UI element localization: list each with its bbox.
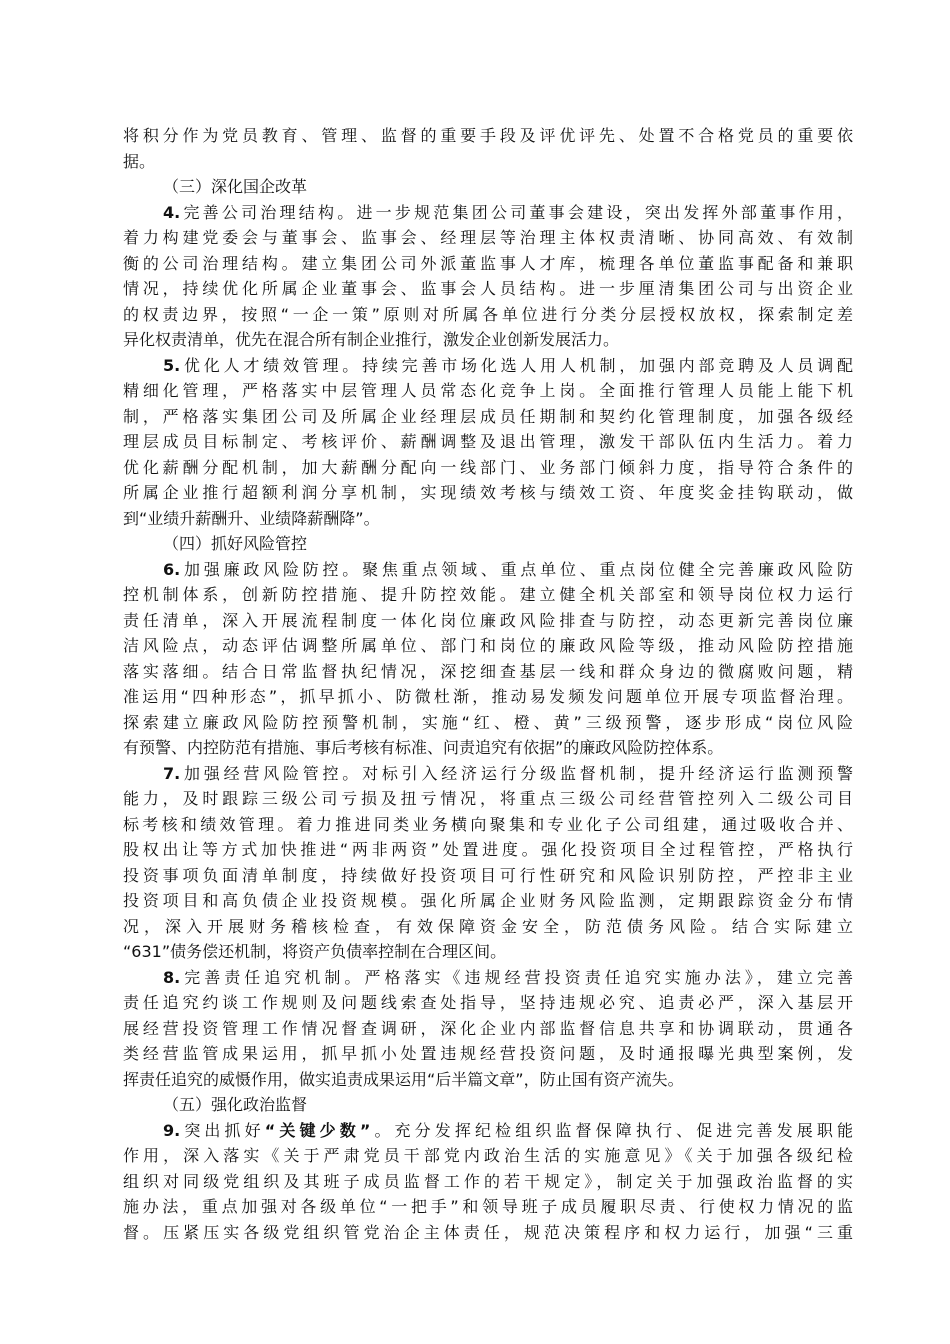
line-text: 组织对同级党组织及其班子成员监督工作的若干规定》，制定关于加强政治监督的实 <box>123 1171 853 1191</box>
text-line <box>123 1118 853 1144</box>
text-line <box>123 1220 853 1246</box>
line-text: 况，深入开展财务稽核检查，有效保障资金安全，防范债务风险。结合实际建立 <box>123 916 853 936</box>
text-line <box>123 557 853 583</box>
document-body <box>123 123 853 1245</box>
line-text: “631”债务偿还机制，将资产负债率控制在合理区间。 <box>123 942 507 961</box>
line-text: 展经营投资管理工作情况督查调研，深化企业内部监督信息共享和协调联动，贯通各 <box>123 1018 853 1038</box>
text-line <box>123 353 853 379</box>
text-line <box>123 149 853 175</box>
text-line <box>123 761 853 787</box>
text-line <box>123 225 853 251</box>
line-text: 着力构建党委会与董事会、监事会、经理层等治理主体权责清晰、协同高效、有效制 <box>123 228 853 247</box>
line-text: 突出抓好“关键少数”。充分发挥纪检组织监督保障执行、促进完善发展职能 <box>180 1120 853 1140</box>
text-line <box>123 506 853 532</box>
line-text: 洁风险点，动态评估调整所属单位、部门和岗位的廉政风险等级，推动风险防控措施 <box>123 636 853 655</box>
line-text: 准运用“四种形态”，抓早抓小、防微杜渐，推动易发频发问题单位开展专项监督治理。 <box>123 687 853 706</box>
line-text: 投资项目和高负债企业投资规模。强化所属企业财务风险监测，定期跟踪资金分布情 <box>123 891 853 910</box>
text-line <box>123 1067 853 1093</box>
line-text: 加强廉政风险防控。聚焦重点领域、重点单位、重点岗位健全完善廉政风险防 <box>180 559 853 579</box>
line-text: 作用，深入落实《关于严肃党员干部党内政治生活的实施意见》《关于加强各级纪检 <box>123 1146 853 1165</box>
line-text: 有预警、内控防范有措施、事后考核有标准、问责追究有依据”的廉政风险防控体系。 <box>123 738 724 757</box>
text-line <box>123 965 853 991</box>
line-text: 优化薪酬分配机制，加大薪酬分配向一线部门、业务部门倾斜力度，指导符合条件的 <box>123 457 853 477</box>
text-line <box>123 200 853 226</box>
text-line <box>123 378 853 404</box>
item-number: 4. <box>163 202 181 222</box>
text-line <box>123 251 853 277</box>
text-line <box>123 1041 853 1067</box>
line-text: 完善责任追究机制。严格落实《违规经营投资责任追究实施办法》，建立完善 <box>180 967 853 987</box>
line-text: （五）强化政治监督 <box>163 1095 308 1114</box>
line-text: 优化人才绩效管理。持续完善市场化选人用人机制，加强内部竞聘及人员调配 <box>180 355 853 375</box>
line-text: 的权责边界，按照“一企一策”原则对所属各单位进行分类分层授权放权，探索制定差 <box>123 304 853 324</box>
text-line <box>123 480 853 506</box>
item-number: 5. <box>163 355 181 375</box>
item-number: 9. <box>163 1120 181 1140</box>
text-line <box>123 404 853 430</box>
line-text: 到“业绩升薪酬升、业绩降薪酬降”。 <box>123 508 380 528</box>
line-text: 加强经营风险管控。对标引入经济运行分级监督机制，提升经济运行监测预警 <box>180 763 853 783</box>
text-line <box>123 710 853 736</box>
line-text: 落实落细。结合日常监督执纪情况，深挖细查基层一线和群众身边的微腐败问题，精 <box>123 661 853 681</box>
line-text: 探索建立廉政风险防控预警机制，实施“红、橙、黄”三级预警，逐步形成“岗位风险 <box>123 712 853 732</box>
line-text: 股权出让等方式加快推进“两非两资”处置进度。强化投资项目全过程管控，严格执行 <box>123 840 853 859</box>
line-text: 异化权责清单，优先在混合所有制企业推行，激发企业创新发展活力。 <box>123 330 620 349</box>
text-line <box>123 633 853 659</box>
line-text: 挥责任追究的威慑作用，做实追责成果运用“后半篇文章”，防止国有资产流失。 <box>123 1069 684 1089</box>
text-line <box>123 837 853 863</box>
text-line <box>123 123 853 149</box>
text-line <box>123 455 853 481</box>
text-line <box>123 608 853 634</box>
line-text: 完善公司治理结构。进一步规范集团公司董事会建设，突出发挥外部董事作用， <box>180 202 853 222</box>
line-text: 控机制体系，创新防控措施、提升防控效能。建立健全机关部室和领导岗位权力运行 <box>123 585 853 604</box>
text-line <box>123 786 853 812</box>
text-line <box>123 812 853 838</box>
line-text: 精细化管理，严格落实中层管理人员常态化竞争上岗。全面推行管理人员能上能下机 <box>123 381 853 400</box>
text-line <box>123 990 853 1016</box>
text-line <box>123 1016 853 1042</box>
text-line <box>123 863 853 889</box>
item-number: 8. <box>163 967 181 987</box>
line-text: 施办法，重点加强对各级单位“一把手”和领导班子成员履职尽责、行使权力情况的监 <box>123 1197 853 1216</box>
line-text: 情况，持续优化所属企业董事会、监事会人员结构。进一步厘清集团公司与出资企业 <box>123 279 853 298</box>
key-phrase: “关键少数” <box>264 1120 371 1140</box>
text-line <box>123 1092 853 1118</box>
line-text: 制，严格落实集团公司及所属企业经理层成员任期制和契约化管理制度，加强各级经 <box>123 406 853 426</box>
text-line <box>123 327 853 353</box>
text-line <box>123 302 853 328</box>
line-text: 据。 <box>123 151 156 171</box>
line-text: 能力，及时跟踪三级公司亏损及扭亏情况，将重点三级公司经营管控列入二级公司目 <box>123 789 853 808</box>
text-line <box>123 531 853 557</box>
line-text: （三）深化国企改革 <box>163 177 308 196</box>
line-text: 责任追究约谈工作规则及问题线索查处指导，坚持违规必究、追责必严，深入基层开 <box>123 993 853 1012</box>
item-number: 6. <box>163 559 181 579</box>
text-line <box>123 659 853 685</box>
line-text: 将积分作为党员教育、管理、监督的重要手段及评优评先、处置不合格党员的重要依 <box>123 126 853 145</box>
text-line <box>123 174 853 200</box>
line-text: 衡的公司治理结构。建立集团公司外派董监事人才库，梳理各单位董监事配备和兼职 <box>123 253 853 273</box>
text-line <box>123 429 853 455</box>
text-line <box>123 939 853 965</box>
text-line <box>123 888 853 914</box>
text-line <box>123 684 853 710</box>
line-text: 所属企业推行超额利润分享机制，实现绩效考核与绩效工资、年度奖金挂钩联动，做 <box>123 483 853 502</box>
line-text: 类经营监管成果运用，抓早抓小处置违规经营投资问题，及时通报曝光典型案例，发 <box>123 1044 853 1063</box>
text-line <box>123 1169 853 1195</box>
line-text: 理层成员目标制定、考核评价、薪酬调整及退出管理，激发干部队伍内生活力。着力 <box>123 432 853 451</box>
line-text: 标考核和绩效管理。着力推进同类业务横向聚集和专业化子公司组建，通过吸收合并、 <box>123 814 853 834</box>
text-line <box>123 1194 853 1220</box>
item-number: 7. <box>163 763 181 783</box>
text-line <box>123 914 853 940</box>
line-text: 督。压紧压实各级党组织管党治企主体责任，规范决策程序和权力运行，加强“三重 <box>123 1222 853 1242</box>
text-line <box>123 582 853 608</box>
line-text: （四）抓好风险管控 <box>163 534 308 553</box>
line-text: 投资事项负面清单制度，持续做好投资项目可行性研究和风险识别防控，严控非主业 <box>123 865 853 885</box>
text-line <box>123 1143 853 1169</box>
text-line <box>123 276 853 302</box>
line-text: 责任清单，深入开展流程制度一体化岗位廉政风险排查与防控，动态更新完善岗位廉 <box>123 610 853 630</box>
text-line <box>123 735 853 761</box>
